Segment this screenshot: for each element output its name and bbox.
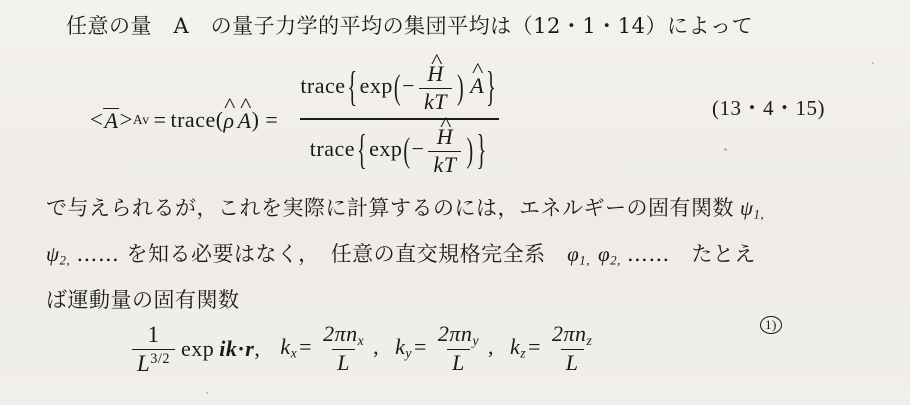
ky-trailing: ,	[488, 334, 494, 360]
minus-den: −	[411, 136, 425, 162]
kz-num-text: 2πn	[552, 321, 587, 347]
h-hat-num: ^ H	[422, 62, 448, 88]
kx-num-sub: x	[357, 333, 365, 349]
ky-num-sub: y	[472, 333, 479, 349]
kx-sub: x	[290, 346, 298, 362]
h-over-kt-num	[419, 62, 452, 114]
ky-num-text: 2πn	[437, 321, 473, 347]
kz-fraction	[547, 322, 597, 376]
p2l2-text-mid: …… を知る必要はなく， 任意の直交規格完全系	[76, 242, 568, 266]
trace-label-lhs: trace	[170, 106, 216, 132]
paragraph-2-line-2	[46, 238, 756, 269]
paragraph-1: 任意の量 A の量子力学的平均の集団平均は（12・1・14）によって	[66, 14, 753, 38]
exp-label-den: exp	[369, 136, 403, 162]
a-bar-symbol: A	[104, 107, 119, 133]
brace-open-num: {	[347, 65, 358, 112]
psi-symbol-1: ψ	[740, 196, 754, 220]
kx-equals: =	[299, 334, 313, 360]
kz-num-sub: z	[586, 333, 593, 349]
paragraph-2-line-3: ば運動量の固有関数	[46, 288, 240, 312]
kz-base: k	[510, 334, 521, 360]
kz-equals: =	[528, 334, 541, 360]
kx-trailing: ,	[373, 334, 380, 360]
footnote-marker	[760, 316, 782, 334]
i-symbol: i	[219, 336, 226, 362]
equals-sign-1: =	[153, 106, 167, 132]
a-hat-num: ^ A	[470, 71, 484, 99]
paren-open-num: (	[393, 68, 402, 108]
brace-open-den: {	[357, 128, 368, 175]
trace-label-den: trace	[309, 136, 356, 162]
minus-num: −	[402, 73, 416, 99]
phi-subscript-1: 1,	[579, 252, 590, 268]
equals-sign-2: =	[265, 106, 279, 132]
paren-close-lhs: )	[251, 106, 260, 132]
fraction-denominator	[300, 118, 499, 177]
trace-label-num: trace	[300, 73, 346, 99]
paren-close-den: )	[466, 132, 474, 171]
one-over-l32-fraction	[132, 322, 175, 377]
angle-bracket-open: <	[90, 106, 104, 132]
kx-num	[318, 322, 369, 349]
ky-sub: y	[405, 346, 412, 362]
ky-term	[395, 322, 494, 376]
ky-equals: =	[413, 334, 427, 360]
phi-subscript-2: 2,	[610, 252, 621, 268]
footnote-marker-circle: 1)	[760, 316, 782, 334]
av-subscript: Av	[132, 111, 150, 127]
paper-speck	[872, 62, 874, 64]
l-symbol: L	[137, 350, 151, 376]
kz-den: L	[561, 349, 584, 376]
p2l2-text-end: …… たとえ	[626, 242, 756, 266]
psi-subscript-1: 1,	[753, 206, 765, 222]
kx-num-text: 2πn	[323, 321, 358, 347]
exp-label-num: exp	[359, 73, 393, 99]
equation-number-13-4-15: (13・4・15)	[712, 96, 825, 120]
dot-product-symbol: ·	[237, 336, 246, 362]
h-over-kt-den	[428, 125, 461, 177]
equation-13-4-15	[90, 62, 514, 178]
ky-den: L	[447, 349, 470, 376]
r-vector-symbol: r	[245, 336, 255, 362]
psi-symbol-2: ψ	[46, 242, 60, 266]
fraction-num-one: 1	[147, 322, 160, 347]
paren-open-lhs: (	[215, 106, 224, 132]
phi-symbol-1: φ	[567, 242, 580, 266]
paren-close-num: )	[457, 68, 465, 108]
rho-hat-symbol: ^ ρ	[224, 106, 235, 134]
fraction-den-l32	[132, 349, 175, 377]
equation-momentum-eigenfunction	[128, 322, 601, 377]
paper-speck	[206, 392, 208, 394]
ky-base: k	[395, 334, 406, 360]
brace-close-num: }	[486, 65, 497, 112]
kt-den: kT	[428, 151, 461, 178]
comma-after-exp: ,	[254, 336, 261, 362]
paragraph-2-line-1	[46, 192, 764, 223]
paper-speck	[724, 148, 727, 151]
k-vector-symbol: k	[225, 336, 238, 362]
ky-fraction	[433, 322, 484, 376]
l-exponent: 3/2	[150, 350, 171, 367]
angle-bracket-close: >	[119, 106, 133, 132]
brace-close-den: }	[476, 128, 487, 175]
fraction-numerator	[290, 62, 508, 118]
ky-num	[433, 322, 484, 349]
main-fraction	[290, 62, 508, 178]
exp-label-eq2: exp	[181, 336, 215, 362]
kx-den: L	[332, 349, 355, 376]
a-hat-symbol-lhs: ^ A	[238, 106, 252, 134]
p2l1-text: で与えられるが，これを実際に計算するのには，エネルギーの固有関数	[46, 196, 734, 220]
kz-num	[547, 322, 597, 349]
kz-sub: z	[520, 346, 527, 362]
kx-term	[280, 322, 379, 376]
psi-subscript-2: 2,	[59, 252, 71, 268]
kx-base: k	[280, 334, 291, 360]
paren-open-den: (	[403, 132, 411, 171]
kt-num: kT	[419, 88, 452, 115]
kx-fraction	[318, 322, 369, 376]
h-hat-den: ^ H	[432, 125, 458, 151]
phi-symbol-2: φ	[597, 242, 611, 266]
kz-term	[510, 322, 601, 376]
